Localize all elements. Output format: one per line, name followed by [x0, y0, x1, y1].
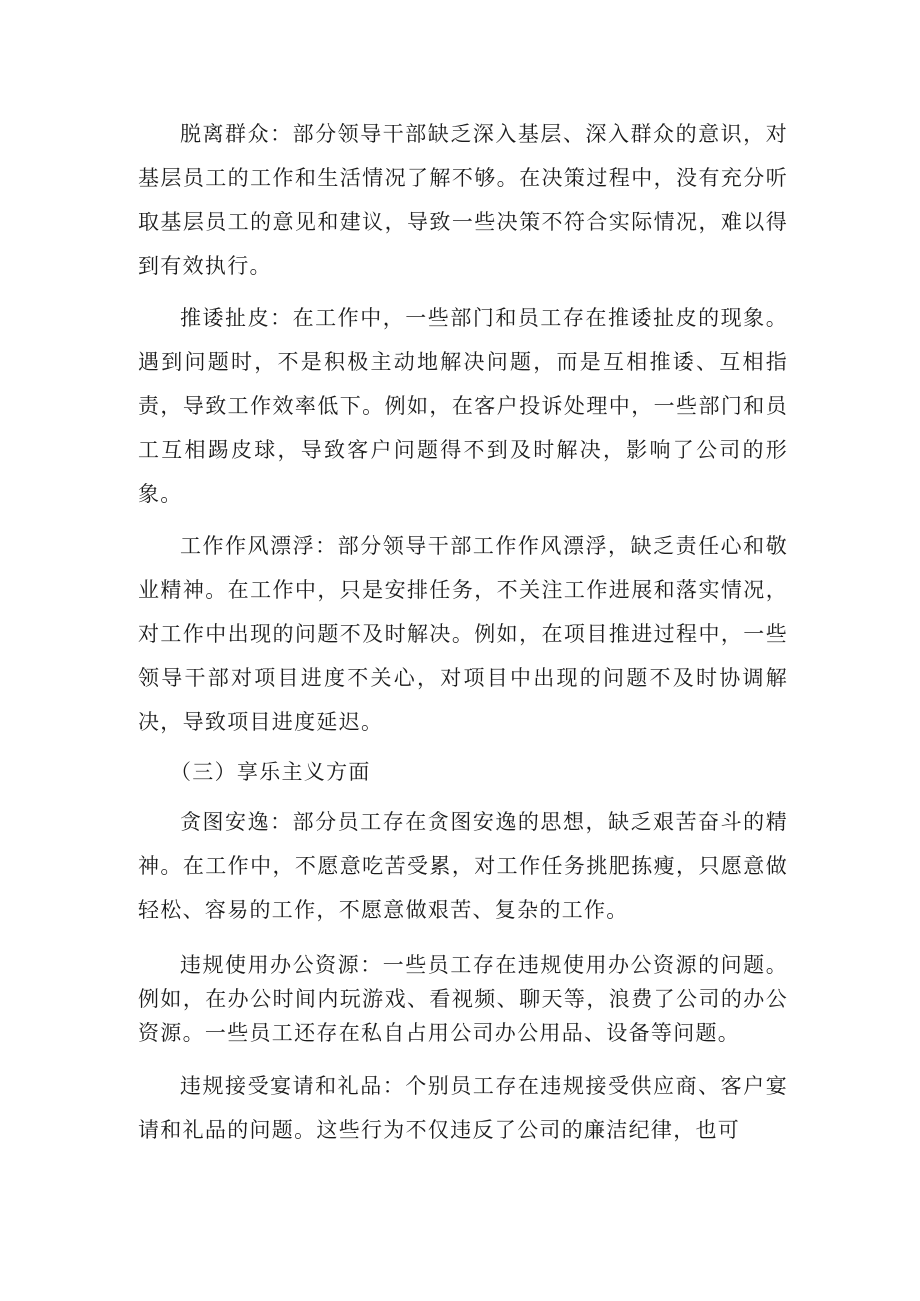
paragraph-misuse-office-resources: 违规使用办公资源：一些员工存在违规使用办公资源的问题。例如，在办公时间内玩游戏、看视频、聊天等，浪费了公司的办公资源。一些员工还存在私自占用公司办公用品、设备等问题。: [138, 953, 788, 1045]
paragraph-detached-from-masses: 脱离群众：部分领导干部缺乏深入基层、深入群众的意识，对基层员工的工作和生活情况了解不够。在决策过程中，没有充分听取基层员工的意见和建议，导致一些决策不符合实际情况，难以得到有效执行。: [138, 122, 788, 278]
paragraph-floating-work-style: 工作作风漂浮：部分领导干部工作作风漂浮，缺乏责任心和敬业精神。在工作中，只是安排任务，不关注工作进展和落实情况，对工作中出现的问题不及时解决。例如，在项目推进过程中，一些领导干部对项目进度不关心，对项目中出现的问题不及时协调解决，导致项目进度延迟。: [138, 534, 788, 734]
paragraph-seeking-ease: 贪图安逸：部分员工存在贪图安逸的思想，缺乏艰苦奋斗的精神。在工作中，不愿意吃苦受累，对工作任务挑肥拣瘦，只愿意做轻松、容易的工作，不愿意做艰苦、复杂的工作。: [138, 810, 788, 922]
section-heading-hedonism: （三）享乐主义方面: [170, 760, 371, 784]
document-body: [138, 112, 788, 1152]
paragraph-buck-passing: 推诿扯皮：在工作中，一些部门和员工存在推诿扯皮的现象。遇到问题时，不是积极主动地解决问题，而是互相推诿、互相指责，导致工作效率低下。例如，在客户投诉处理中，一些部门和员工互相踢皮球，导致客户问题得不到及时解决，影响了公司的形象。: [138, 306, 788, 506]
paragraph-accepting-banquets-gifts: 违规接受宴请和礼品：个别员工存在违规接受供应商、客户宴请和礼品的问题。这些行为不仅违反了公司的廉洁纪律，也可: [138, 1074, 788, 1142]
